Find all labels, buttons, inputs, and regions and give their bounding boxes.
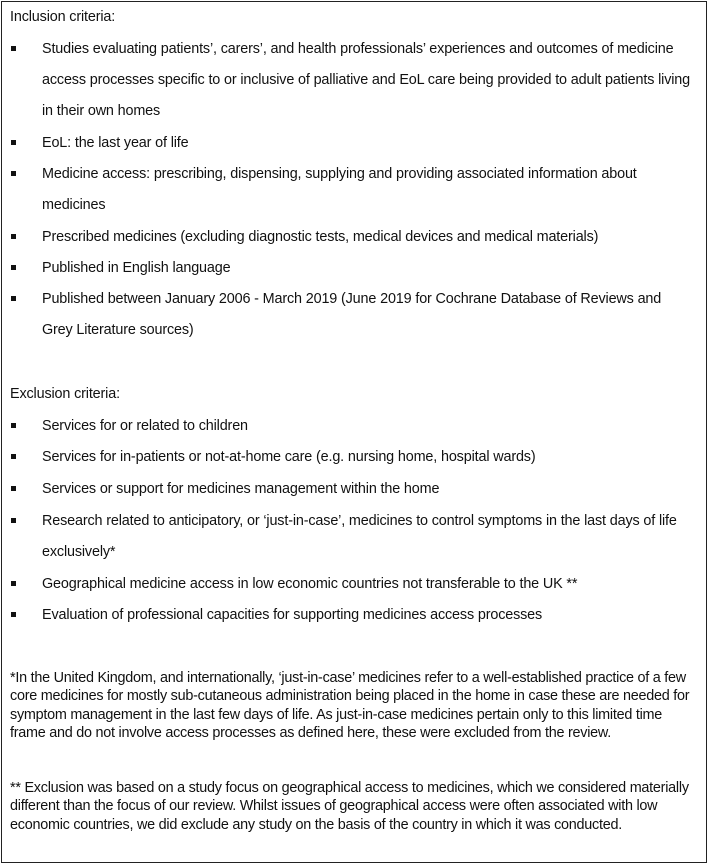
criteria-box — [1, 1, 707, 863]
exclusion-item-text: Services for or related to children — [42, 418, 248, 434]
inclusion-heading: Inclusion criteria: — [10, 9, 116, 25]
bullet-icon — [11, 265, 16, 270]
exclusion-item-text: Services or support for medicines management within the home — [42, 481, 440, 497]
exclusion-item-text: Services for in-patients or not-at-home care (e.g. nursing home, hospital wards) — [42, 449, 536, 465]
inclusion-item-text: Published between January 2006 - March 2019 (June 2019 for Cochrane Database of Reviews and Grey Literature sources) — [42, 291, 662, 338]
bullet-icon — [11, 140, 16, 145]
bullet-icon — [11, 171, 16, 176]
bullet-icon — [11, 581, 16, 586]
inclusion-item-text: Prescribed medicines (excluding diagnostic tests, medical devices and medical materials) — [42, 229, 599, 245]
inclusion-item-text: EoL: the last year of life — [42, 135, 189, 151]
inclusion-item-text: Medicine access: prescribing, dispensing, supplying and providing associated information about medicines — [42, 166, 637, 213]
footnote-just-in-case: *In the United Kingdom, and internationally, ‘just-in-case’ medicines refer to a well-established practice of a few core medicines for mostly sub-cutaneous administration being placed in the home in case these are needed for symptom management in the last few days of life. As just-in-case medicines pertain only to this limited time frame and do not involve access processes as defined here, these were excluded from the review. — [10, 670, 690, 741]
bullet-icon — [11, 423, 16, 428]
bullet-icon — [11, 518, 16, 523]
exclusion-item-text: Geographical medicine access in low economic countries not transferable to the UK ** — [42, 576, 578, 592]
exclusion-item-text: Research related to anticipatory, or ‘just-in-case’, medicines to control symptoms in the last days of life exclusively* — [42, 513, 677, 560]
bullet-icon — [11, 296, 16, 301]
footnote-geographical: ** Exclusion was based on a study focus on geographical access to medicines, which we considered materially different than the focus of our review. Whilst issues of geographical access were often associated with low economic countries, we did exclude any study on the basis of the country in which it was conducted. — [10, 780, 689, 833]
bullet-icon — [11, 612, 16, 617]
bullet-icon — [11, 234, 16, 239]
inclusion-item-text: Studies evaluating patients’, carers’, and health professionals’ experiences and outcomes of medicine access processes specific to or inclusive of palliative and EoL care being provided to adult patients living in their own homes — [42, 41, 691, 119]
exclusion-heading: Exclusion criteria: — [10, 386, 120, 402]
exclusion-item-text: Evaluation of professional capacities for supporting medicines access processes — [42, 607, 543, 623]
bullet-icon — [11, 454, 16, 459]
bullet-icon — [11, 46, 16, 51]
inclusion-item-text: Published in English language — [42, 260, 231, 276]
bullet-icon — [11, 486, 16, 491]
